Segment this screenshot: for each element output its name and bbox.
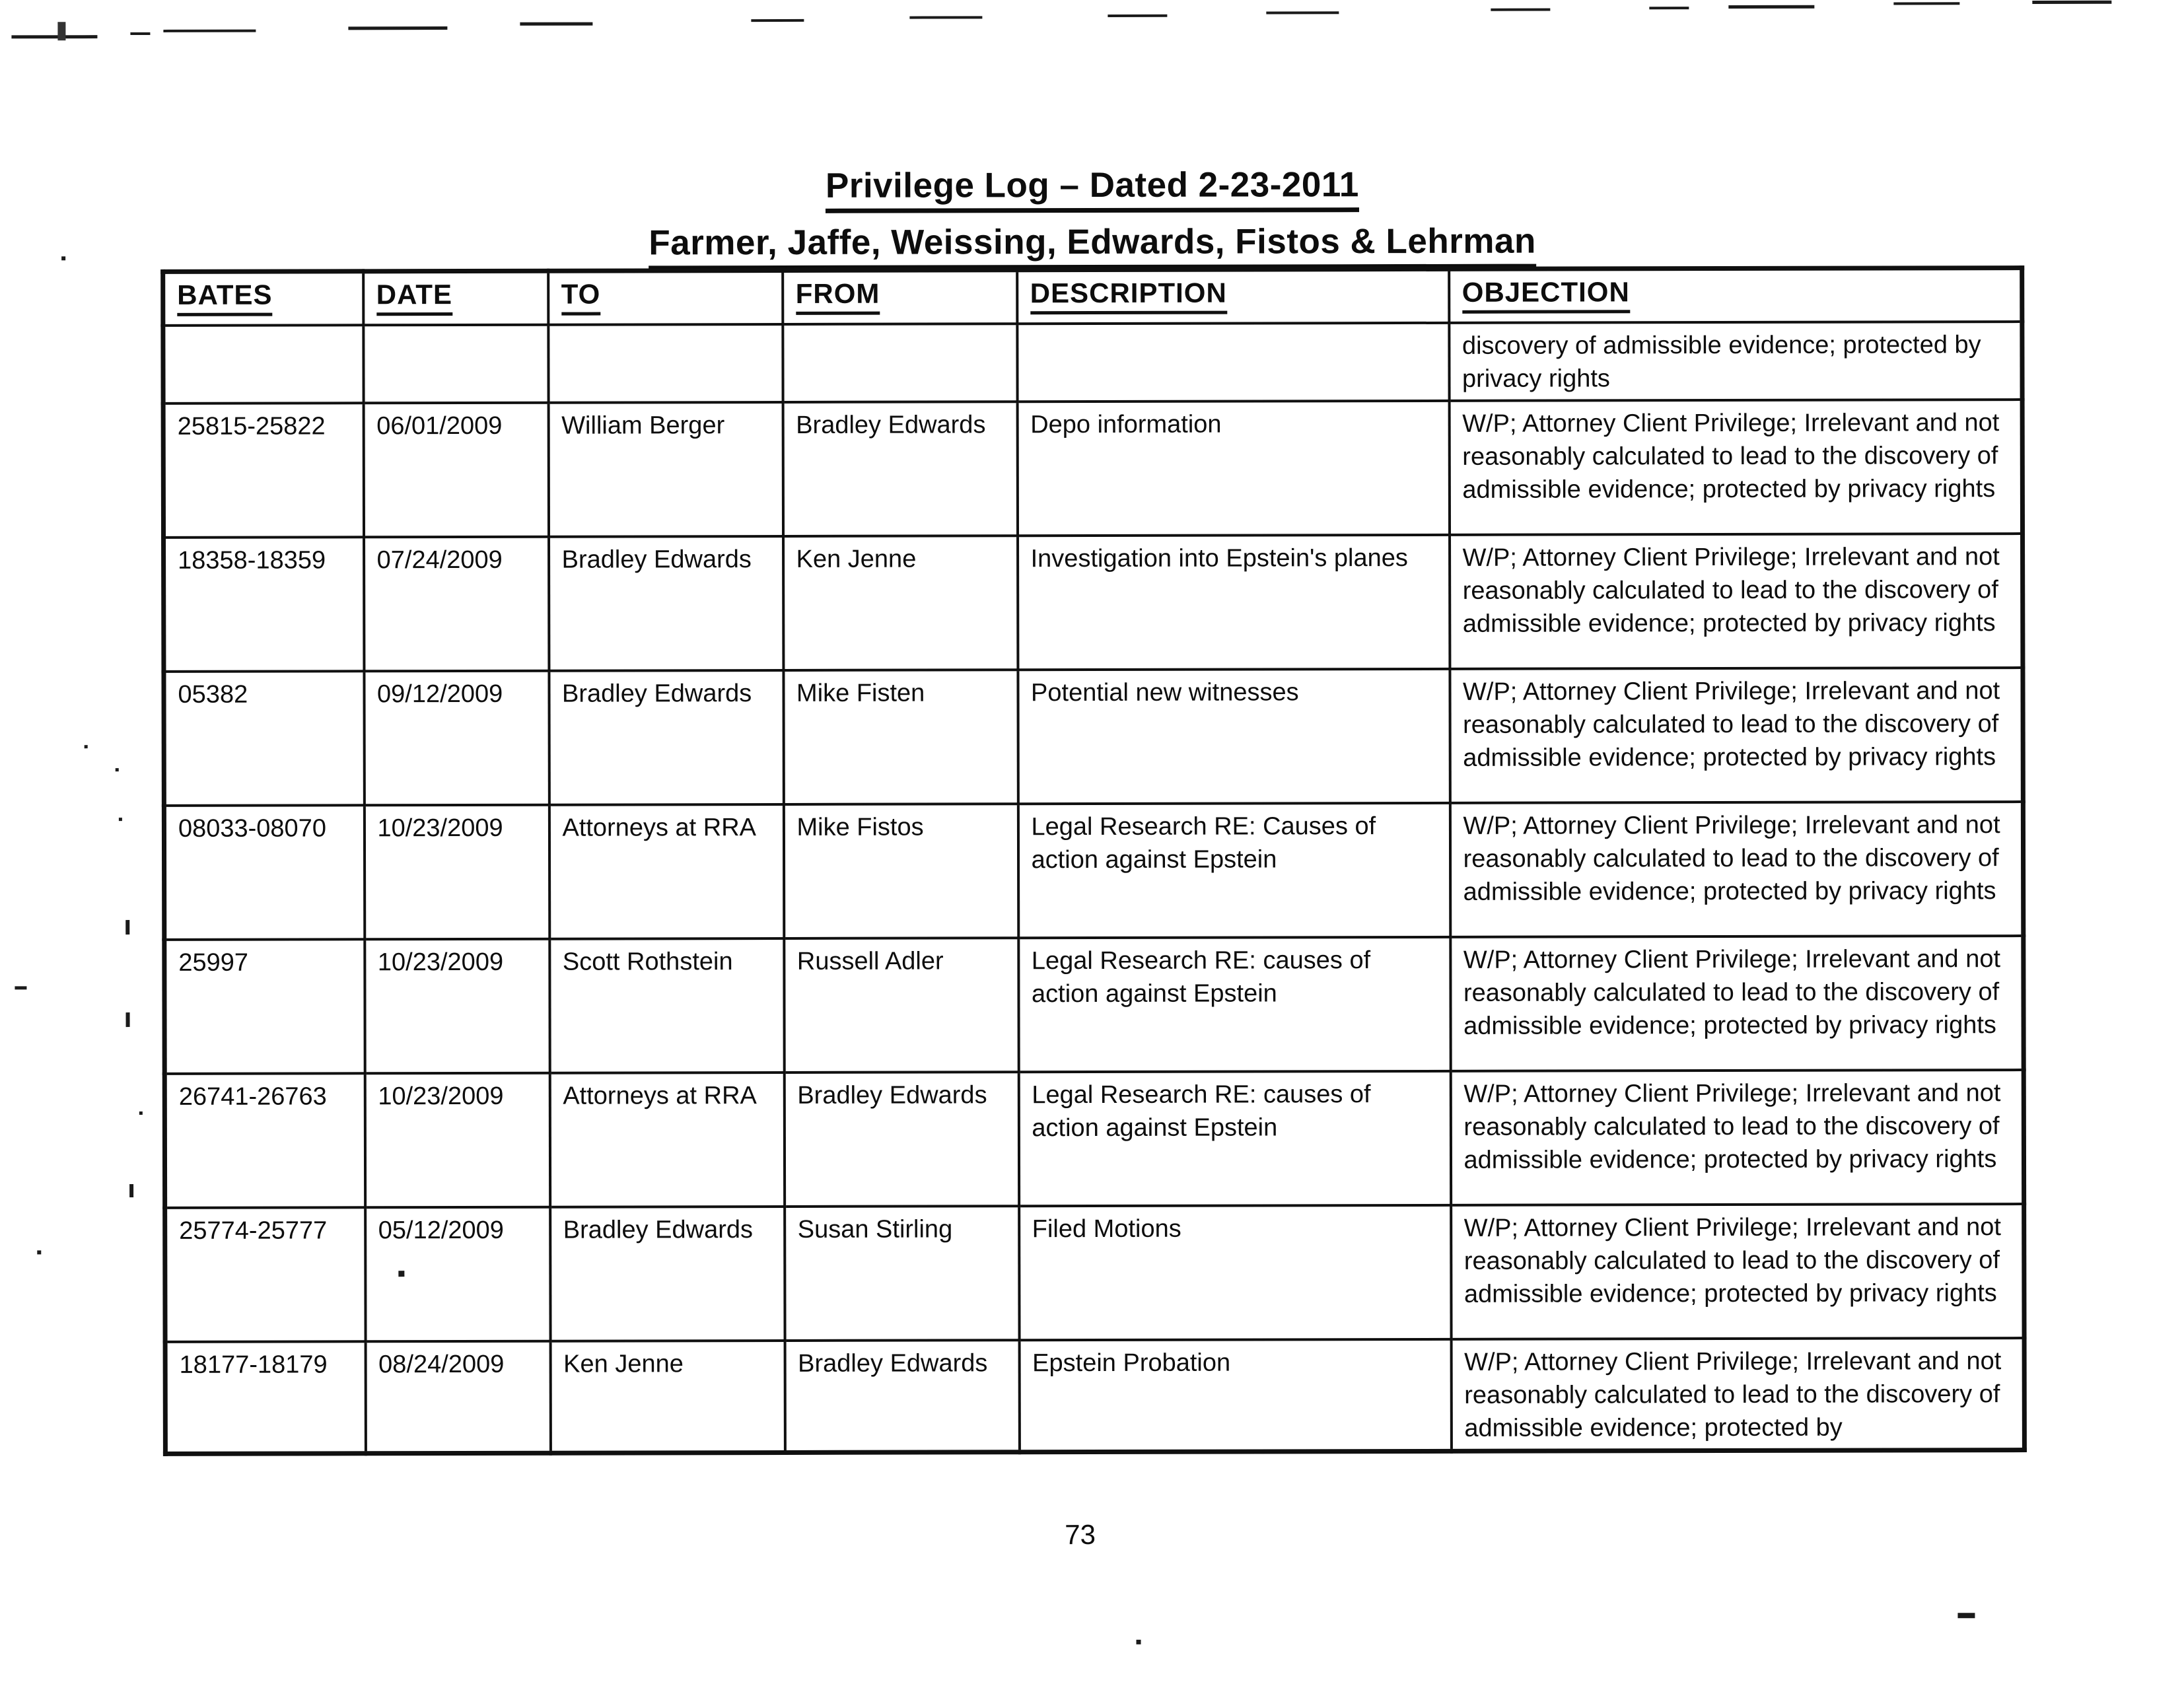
table-row <box>164 1070 2024 1208</box>
scan-artifact <box>11 35 97 38</box>
cell-to: William Berger <box>548 402 783 537</box>
cell-date: 10/23/2009 <box>365 939 549 1074</box>
privilege-log-table <box>160 265 2027 1456</box>
document-title-text: Privilege Log – Dated 2-23-2011 <box>826 164 1359 213</box>
cell-description <box>1017 323 1449 402</box>
scan-artifact <box>126 1012 130 1027</box>
cell-description: Filed Motions <box>1019 1205 1451 1340</box>
document-subtitle <box>160 220 2024 271</box>
cell-objection: W/P; Attorney Client Privilege; Irrelevant and not reasonably calculated to lead to the discovery of admissible evidence; protected by privacy rights <box>1450 534 2023 669</box>
scan-artifact <box>163 30 256 32</box>
table-row <box>165 1204 2024 1342</box>
scan-artifact <box>125 920 129 934</box>
cell-to: Bradley Edwards <box>550 1207 785 1341</box>
cell-from: Mike Fistos <box>783 804 1018 938</box>
cell-objection: W/P; Attorney Client Privilege; Irrelevant and not reasonably calculated to lead to the discovery of admissible evidence; protected by privacy rights <box>1450 936 2024 1071</box>
scan-artifact <box>57 22 65 40</box>
scan-artifact <box>37 1250 41 1254</box>
scan-artifact <box>751 19 804 22</box>
privilege-table-body <box>163 322 2025 1454</box>
cell-description: Legal Research RE: causes of action against Epstein <box>1018 1071 1450 1206</box>
cell-objection: W/P; Attorney Client Privilege; Irrelevant and not reasonably calculated to lead to the discovery of admissible evidence; protected by privacy rights <box>1450 668 2023 803</box>
cell-from: Bradley Edwards <box>783 402 1017 536</box>
table-row <box>165 1338 2024 1454</box>
cell-bates: 18358-18359 <box>164 537 364 672</box>
column-header-bates <box>163 271 363 326</box>
cell-to: Attorneys at RRA <box>549 804 783 939</box>
scan-artifact <box>520 22 592 26</box>
cell-to: Bradley Edwards <box>549 670 783 805</box>
cell-date: 10/23/2009 <box>365 1073 549 1208</box>
scan-artifact <box>61 256 65 260</box>
scan-artifact <box>348 26 447 30</box>
cell-objection: discovery of admissible evidence; protected by privacy rights <box>1449 322 2022 401</box>
column-header-objection-label: OBJECTION <box>1462 276 1630 314</box>
scan-artifact <box>1893 2 1959 5</box>
document-subtitle-text: Farmer, Jaffe, Weissing, Edwards, Fistos & Lehrman <box>649 221 1536 271</box>
cell-description: Investigation into Epstein's planes <box>1018 535 1450 670</box>
scan-artifact <box>1137 1640 1141 1644</box>
table-header-row <box>163 268 2022 326</box>
cell-bates: 18177-18179 <box>165 1341 365 1454</box>
table-row <box>163 322 2022 404</box>
column-header-description-label: DESCRIPTION <box>1030 277 1227 315</box>
scan-artifact <box>119 818 122 821</box>
cell-objection: W/P; Attorney Client Privilege; Irrelevant and not reasonably calculated to lead to the discovery of admissible evidence; protected by privacy rights <box>1449 400 2022 535</box>
cell-from: Russell Adler <box>784 938 1018 1073</box>
cell-to: Ken Jenne <box>550 1341 785 1453</box>
column-header-bates-label: BATES <box>177 279 272 316</box>
table-row <box>164 534 2023 672</box>
cell-date: 05/12/2009 <box>365 1207 550 1342</box>
column-header-from <box>783 270 1017 324</box>
cell-date: 08/24/2009 <box>365 1341 550 1454</box>
scan-artifact <box>130 32 150 35</box>
cell-date: 06/01/2009 <box>363 403 548 538</box>
cell-date: 09/12/2009 <box>364 671 549 806</box>
cell-date <box>363 325 548 404</box>
scan-artifact <box>1957 1613 1975 1618</box>
scan-artifact <box>1649 7 1689 9</box>
scan-artifact <box>1266 11 1339 14</box>
cell-description: Epstein Probation <box>1019 1339 1451 1452</box>
cell-description: Potential new witnesses <box>1018 669 1450 804</box>
cell-objection: W/P; Attorney Client Privilege; Irrelevant and not reasonably calculated to lead to the discovery of admissible evidence; protected by privacy rights <box>1450 1070 2024 1205</box>
cell-date: 07/24/2009 <box>364 537 549 672</box>
scan-artifact <box>909 16 982 18</box>
scan-artifact <box>1728 5 1814 9</box>
table-row <box>164 802 2023 940</box>
cell-to <box>548 324 783 403</box>
cell-date: 10/23/2009 <box>364 805 549 940</box>
column-header-to <box>548 270 783 324</box>
scan-artifact <box>1108 15 1167 17</box>
cell-from: Susan Stirling <box>785 1206 1019 1341</box>
cell-from: Bradley Edwards <box>784 1072 1018 1207</box>
cell-bates: 25815-25822 <box>163 403 363 538</box>
scan-noise-top <box>0 0 2182 2</box>
table-row <box>164 668 2023 806</box>
scan-artifact <box>1491 9 1550 11</box>
scan-artifact <box>129 1184 133 1197</box>
table-row <box>164 936 2024 1074</box>
cell-bates <box>163 325 363 404</box>
column-header-to-label: TO <box>561 279 601 316</box>
document-title <box>160 163 2024 215</box>
cell-from: Ken Jenne <box>783 536 1018 670</box>
cell-from: Bradley Edwards <box>785 1340 1019 1452</box>
scan-artifact <box>116 768 119 771</box>
cell-to: Attorneys at RRA <box>549 1073 784 1207</box>
column-header-date <box>363 271 548 325</box>
cell-to: Scott Rothstein <box>549 938 784 1073</box>
column-header-from-label: FROM <box>796 278 880 315</box>
column-header-description <box>1017 269 1449 324</box>
cell-description: Legal Research RE: causes of action against Epstein <box>1018 937 1450 1072</box>
cell-bates: 25774-25777 <box>165 1207 365 1342</box>
scan-artifact <box>2032 1 2111 4</box>
scan-artifact <box>85 745 88 748</box>
cell-bates: 26741-26763 <box>164 1073 365 1208</box>
cell-description: Legal Research RE: Causes of action against Epstein <box>1018 803 1450 938</box>
cell-bates: 05382 <box>164 671 364 806</box>
table-row <box>163 400 2022 538</box>
cell-objection: W/P; Attorney Client Privilege; Irrelevant and not reasonably calculated to lead to the discovery of admissible evidence; protected by <box>1451 1338 2024 1451</box>
cell-from <box>783 324 1017 402</box>
cell-to: Bradley Edwards <box>549 536 783 671</box>
column-header-objection <box>1449 268 2022 323</box>
scan-artifact <box>15 986 26 989</box>
column-header-date-label: DATE <box>376 279 452 316</box>
document-header <box>160 163 2024 271</box>
cell-bates: 08033-08070 <box>164 805 364 940</box>
page-number: 73 <box>1065 1518 1096 1551</box>
scan-noise-margin <box>0 0 2182 2</box>
cell-objection: W/P; Attorney Client Privilege; Irrelevant and not reasonably calculated to lead to the discovery of admissible evidence; protected by privacy rights <box>1451 1204 2024 1339</box>
cell-from: Mike Fisten <box>783 670 1018 804</box>
cell-description: Depo information <box>1017 401 1449 536</box>
cell-bates: 25997 <box>164 939 365 1074</box>
cell-objection: W/P; Attorney Client Privilege; Irrelevant and not reasonably calculated to lead to the discovery of admissible evidence; protected by privacy rights <box>1450 802 2023 937</box>
scan-artifact <box>139 1111 143 1115</box>
